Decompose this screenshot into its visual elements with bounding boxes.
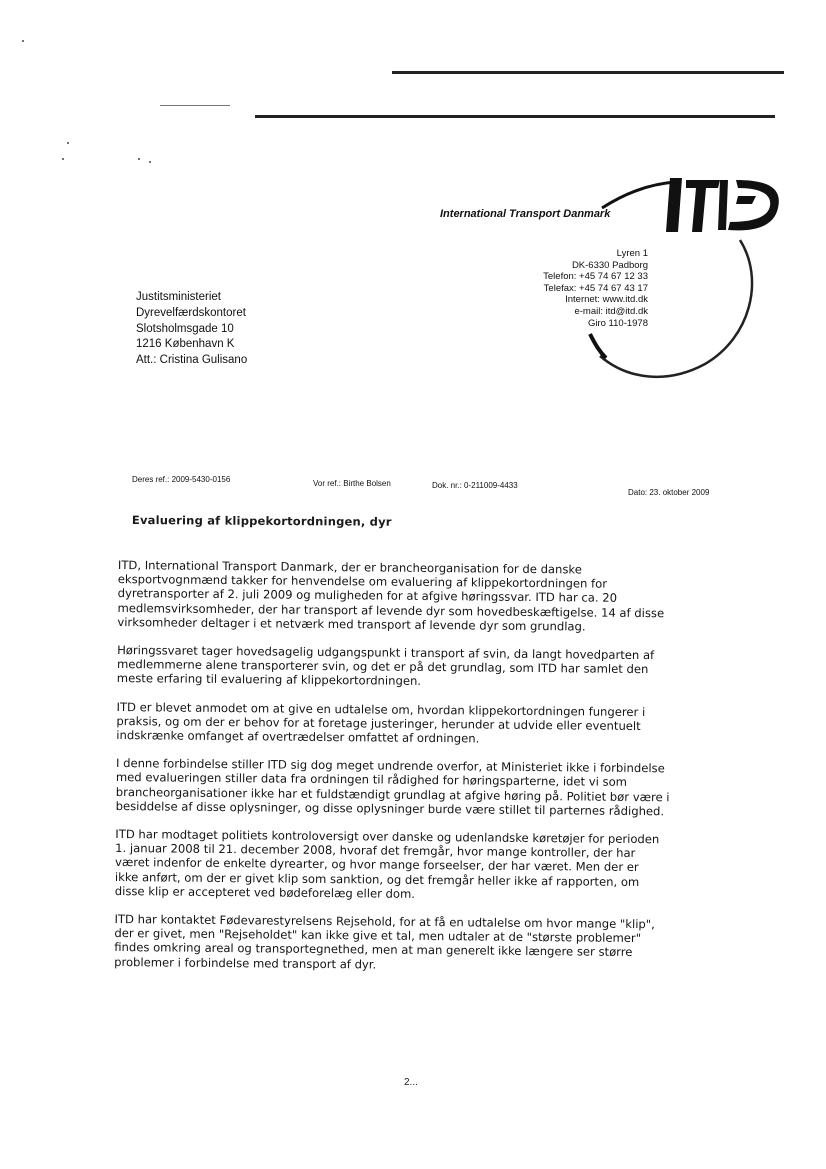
page-number: 2... xyxy=(404,1077,418,1088)
scan-speck xyxy=(149,161,151,163)
recipient-line: Justitsministeriet xyxy=(136,291,221,303)
address-line: Giro 110-1978 xyxy=(587,317,648,329)
text-line: praksis, og om der er behov for at foretage justeringer, herunder at udvide eller eventuelt xyxy=(116,713,641,733)
website-link[interactable]: Internet: www.itd.dk xyxy=(565,294,648,306)
text-line: indskrænke omfanget af overtrædelser omfattet af ordningen. xyxy=(116,728,480,746)
scan-speck xyxy=(67,142,69,144)
text-line: ITD er blevet anmodet om at give en udtalelse om, hvordan klippekortordningen fungerer i xyxy=(116,699,646,719)
paragraph xyxy=(116,700,721,748)
paragraph xyxy=(115,827,721,904)
text-line: der er givet, men "Rejseholdet" kan ikke give et tal, men udtaler at de "største problemer" xyxy=(114,926,642,946)
paragraph xyxy=(114,912,720,975)
text-line: medlemsvirksomheder, der har transport af levende dyr som hovedbeskæftigelse. 14 af disse xyxy=(117,600,665,620)
text-line: I denne forbindelse stiller ITD sig dog meget undrende overfor, at Ministeriet ikke i forbindelse xyxy=(115,756,665,776)
text-line: besiddelse af disse oplysninger, og disse oplysninger burde være stillet til parternes rådighed. xyxy=(115,798,665,819)
recipient-line: Dyrevelfærdskontoret xyxy=(136,306,246,319)
header-rule-top-faint xyxy=(160,105,230,106)
scan-speck xyxy=(62,158,64,160)
scan-speck xyxy=(138,158,140,160)
vor-ref: Vor ref.: Birthe Bolsen xyxy=(313,479,391,488)
text-line: med evalueringen stiller data fra ordningen til rådighed for høringsparterne, idet vi som xyxy=(115,770,628,790)
paragraph xyxy=(117,643,722,691)
text-line: meste erfaring til evaluering af klippekortordningen. xyxy=(116,671,422,689)
text-line: eksportvognmænd takker for henvendelse om evaluering af klippekortordningen for xyxy=(117,572,608,591)
email-link[interactable]: e-mail: itd@itd.dk xyxy=(574,305,648,317)
text-line: ITD, International Transport Danmark, der er brancheorganisation for de danske xyxy=(117,558,582,577)
recipient-line: 1216 København K xyxy=(136,338,235,351)
address-line: Telefon: +45 74 67 12 33 xyxy=(543,271,648,283)
address-line: Telefax: +45 74 67 43 17 xyxy=(543,282,648,294)
text-line: Høringssvaret tager hovedsagelig udgangspunkt i transport af svin, da langt hovedparten af xyxy=(117,643,655,663)
deres-ref: Deres ref.: 2009-5430-0156 xyxy=(132,475,231,484)
text-line: dyretransporter af 2. juli 2009 og muligheden for at afgive høringssvar. ITD har ca. 20 xyxy=(117,586,618,606)
text-line: 1. januar 2008 til 21. december 2008, hvoraf det fremgår, hvor mange kontroller, der har xyxy=(115,841,636,861)
address-line: Lyren 1 xyxy=(616,248,648,259)
text-line: ikke anført, om der er givet klip som sanktion, og det fremgår heller ikke af rapporten, om xyxy=(114,869,640,889)
address-line: DK-6330 Padborg xyxy=(571,259,648,271)
header-rule-second xyxy=(255,115,775,118)
dok-nr: Dok. nr.: 0-211009-4433 xyxy=(432,481,518,490)
text-line: brancheorganisationer ikke har et fuldstændigt grundlag at afgive høring på. Politiet bør være i xyxy=(115,784,670,804)
letter-subject: Evaluering af klippekortordningen, dyr xyxy=(131,513,392,529)
text-line: ITD har modtaget politiets kontroloversigt over danske og udenlandske køretøjer for perioden xyxy=(115,827,660,847)
paragraph xyxy=(117,558,723,635)
text-line: medlemmerne alene transporterer svin, og det er på det grundlag, som ITD har samlet den xyxy=(116,657,649,677)
text-line: disse klip er accepteret ved bødeforelæg eller dom. xyxy=(114,883,416,901)
scan-speck xyxy=(22,40,24,42)
recipient-address xyxy=(136,290,247,369)
text-line: findes omkring areal og transportegnethed, men at man generelt ikke længere ser større xyxy=(114,940,633,960)
text-line: problemer i forbindelse med transport af dyr. xyxy=(114,954,377,972)
text-line: ITD har kontaktet Fødevarestyrelsens Rejsehold, for at få en udtalelse om hvor mange "klip", xyxy=(114,912,655,932)
text-line: været indenfor de enkelte dyrearter, og hvor mange forseelser, der har været. Men der er xyxy=(115,855,639,875)
sender-address xyxy=(480,248,648,329)
recipient-line: Att.: Cristina Gulisano xyxy=(136,354,248,367)
recipient-line: Slotsholmsgade 10 xyxy=(136,322,234,335)
text-line: virksomheder deltager i et netværk med transport af levende dyr som grundlag. xyxy=(117,614,586,634)
letter-date: Dato: 23. oktober 2009 xyxy=(628,488,710,497)
company-name: International Transport Danmark xyxy=(440,208,611,220)
letter-body xyxy=(114,558,723,989)
header-rule-top xyxy=(392,71,784,74)
paragraph xyxy=(116,756,722,819)
